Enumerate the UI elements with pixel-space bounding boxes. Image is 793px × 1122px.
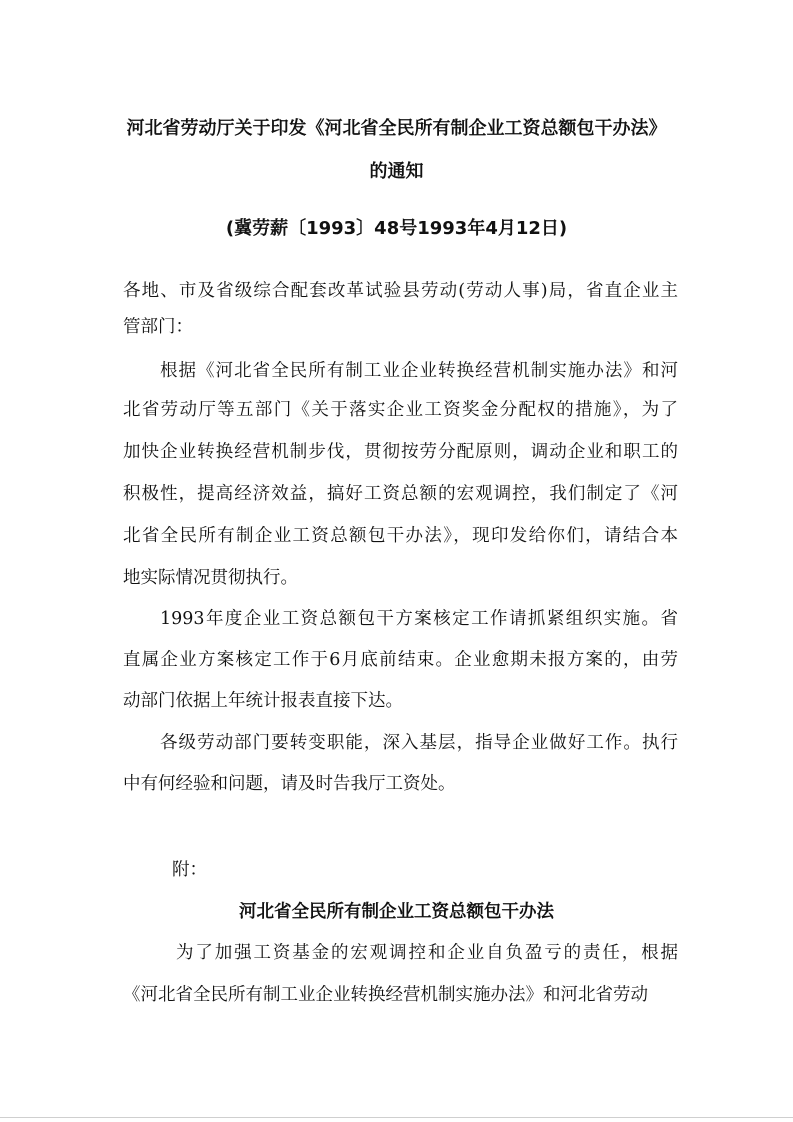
body-line: 北省劳动厅等五部门《关于落实企业工资奖金分配权的措施》，为了	[123, 400, 678, 420]
body-line: 加快企业转换经营机制步伐，贯彻按劳分配原则，调动企业和职工的	[123, 442, 678, 462]
body-line: 积极性，提高经济效益，搞好工资总额的宏观调控，我们制定了《河	[123, 484, 678, 504]
document-title-line-1: 河北省劳动厅关于印发《河北省全民所有制企业工资总额包干办法》	[126, 118, 667, 139]
document-number: (冀劳薪〔1993〕48号1993年4月12日)	[225, 218, 568, 239]
document-title-line-2: 的通知	[369, 161, 424, 182]
appendix-line: 《河北省全民所有制工业企业转换经营机制实施办法》和河北省劳动	[123, 985, 648, 1005]
body-line: 各级劳动部门要转变职能，深入基层，指导企业做好工作。执行	[160, 733, 678, 753]
body-line: 根据《河北省全民所有制工业企业转换经营机制实施办法》和河	[160, 361, 678, 381]
body-line: 中有何经验和问题，请及时告我厅工资处。	[123, 774, 456, 794]
page-bottom-rule	[0, 1117, 793, 1118]
body-line: 管部门：	[123, 317, 193, 337]
body-line: 动部门依据上年统计报表直接下达。	[123, 691, 403, 711]
appendix-title: 河北省全民所有制企业工资总额包干办法	[239, 902, 554, 922]
appendix-label: 附：	[172, 860, 207, 880]
body-line: 地实际情况贯彻执行。	[123, 568, 298, 588]
body-line: 北省全民所有制企业工资总额包干办法》，现印发给你们，请结合本	[123, 526, 678, 546]
body-line: 各地、市及省级综合配套改革试验县劳动(劳动人事)局，省直企业主	[123, 281, 678, 301]
appendix-line: 为了加强工资基金的宏观调控和企业自负盈亏的责任，根据	[176, 943, 678, 963]
body-line: 直属企业方案核定工作于6月底前结束。企业愈期未报方案的，由劳	[123, 650, 678, 670]
body-line: 1993年度企业工资总额包干方案核定工作请抓紧组织实施。省	[160, 609, 678, 629]
